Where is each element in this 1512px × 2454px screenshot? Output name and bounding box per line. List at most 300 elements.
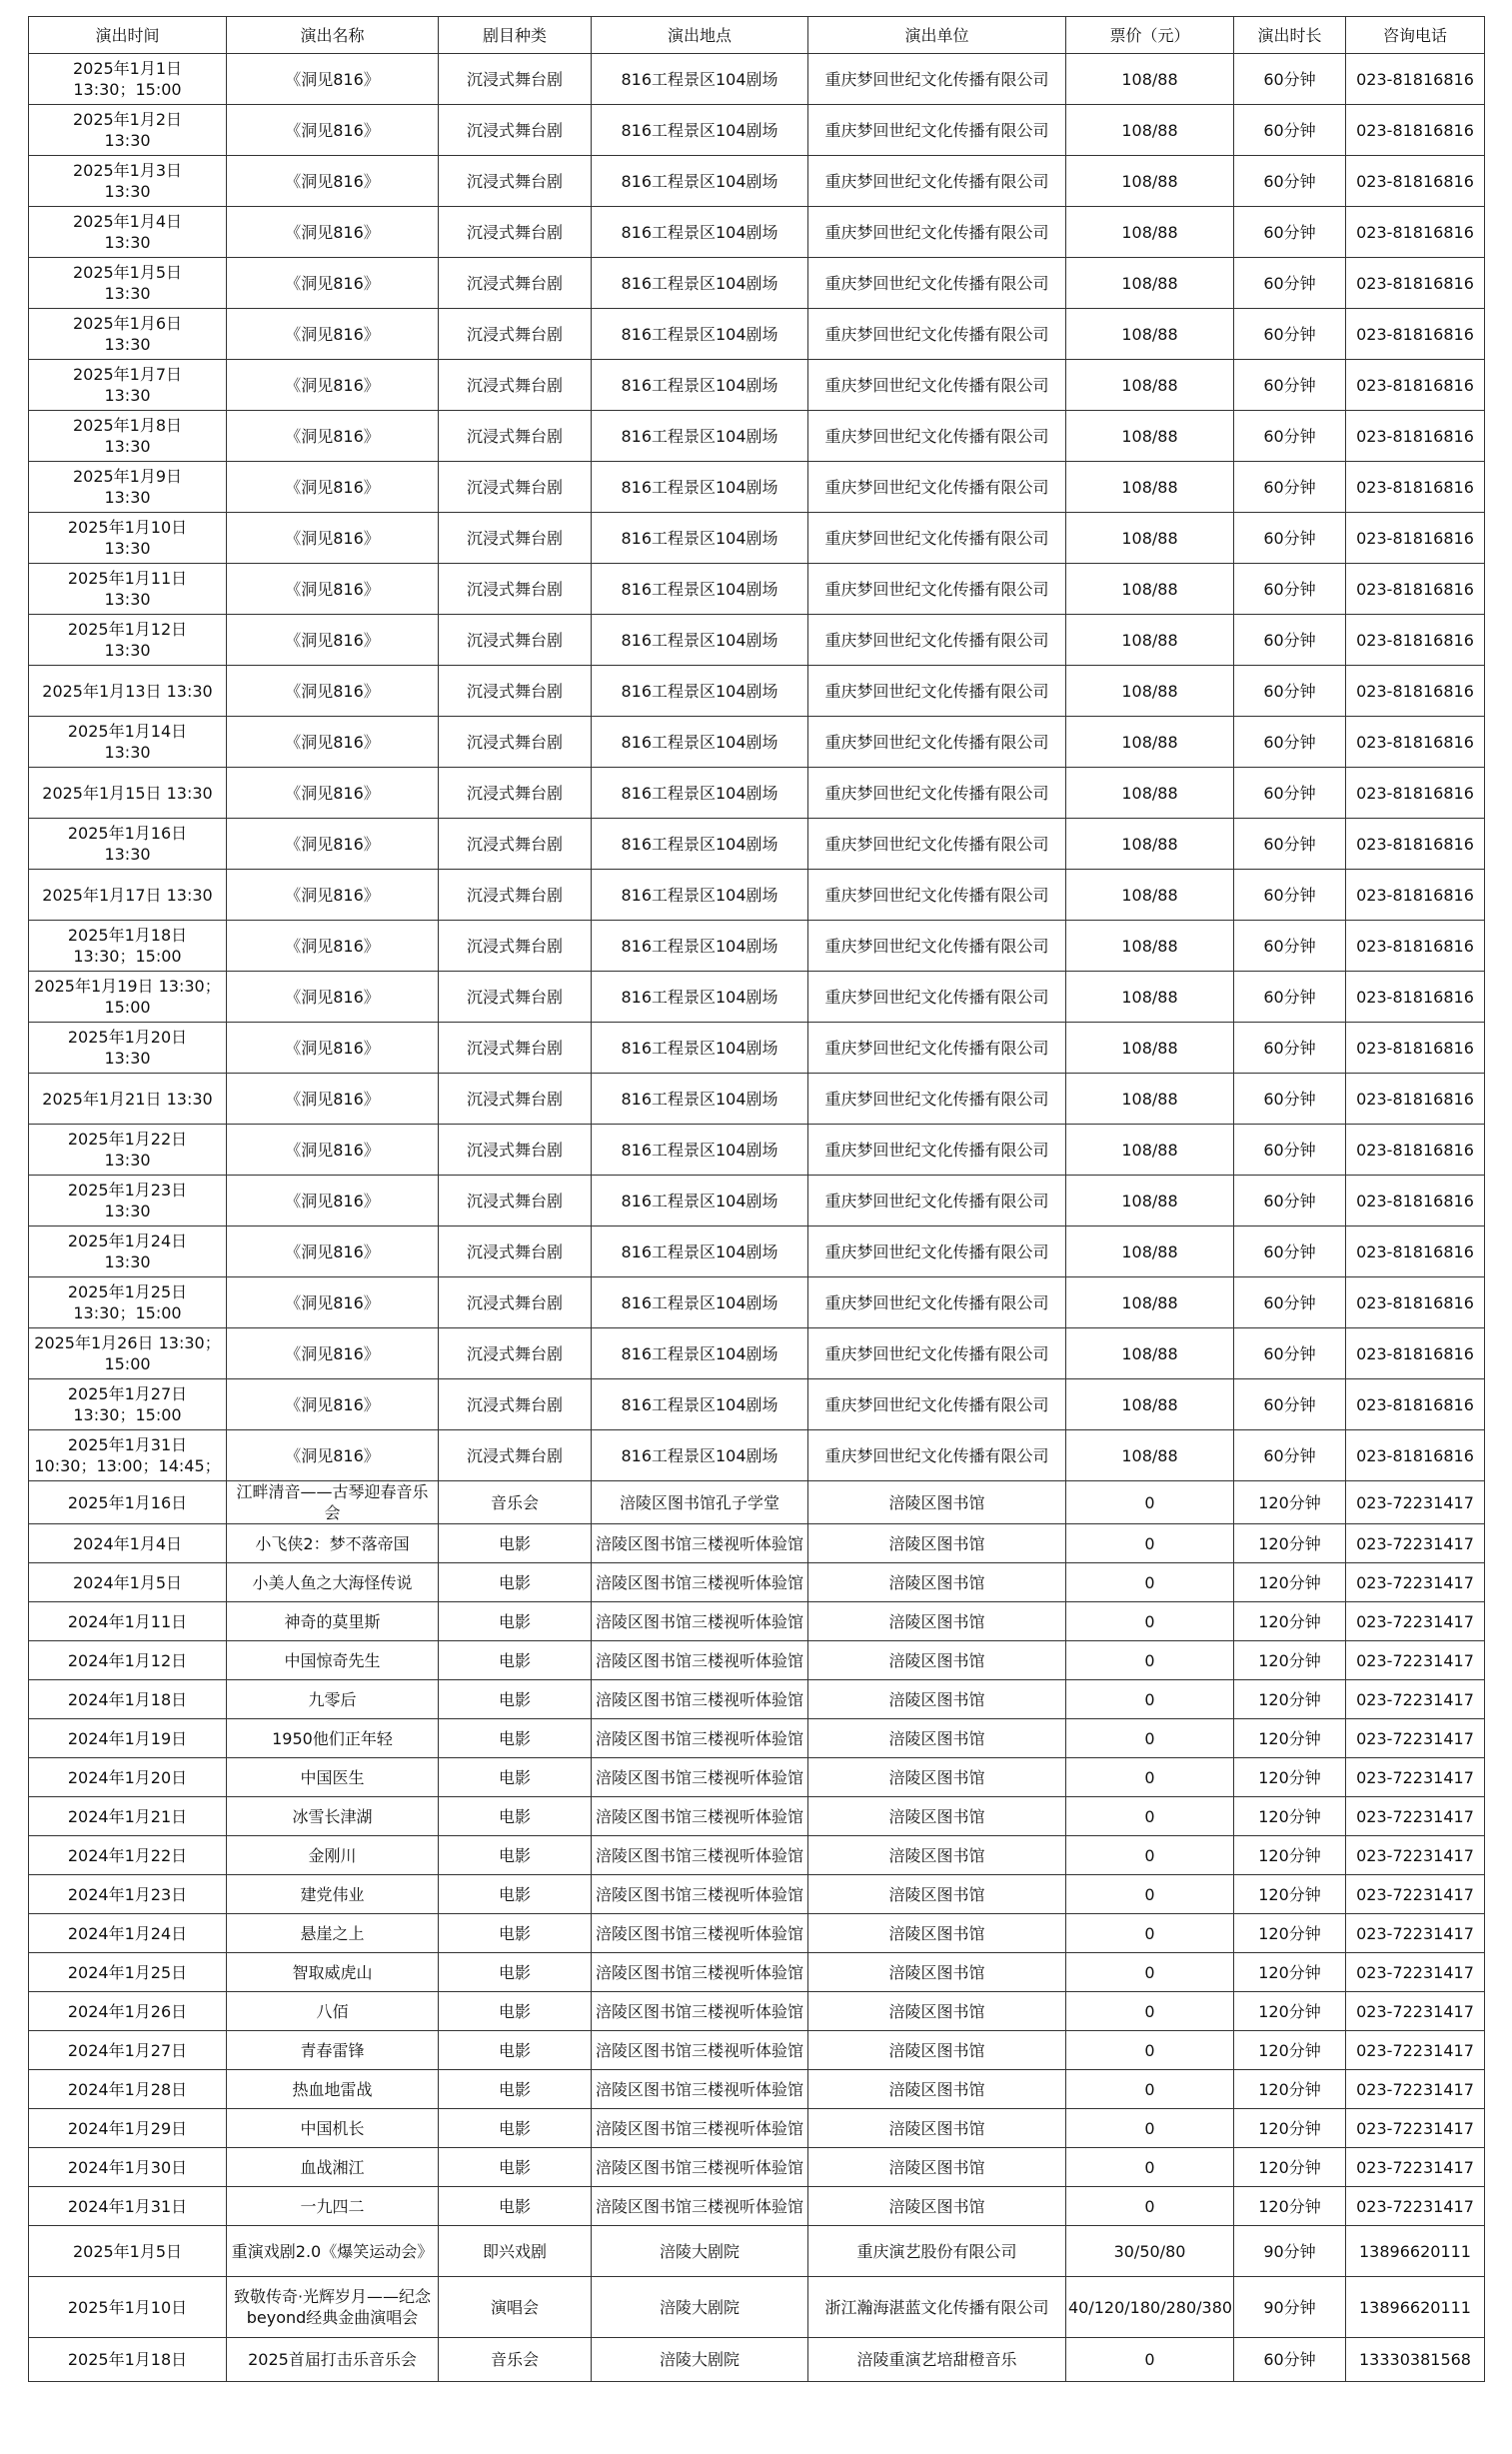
cell-time: 2024年1月21日	[29, 1797, 227, 1836]
cell-type: 沉浸式舞台剧	[439, 1328, 592, 1379]
cell-duration: 90分钟	[1234, 2277, 1346, 2338]
cell-duration: 120分钟	[1234, 2148, 1346, 2187]
cell-duration: 120分钟	[1234, 1836, 1346, 1875]
cell-price: 0	[1066, 2031, 1234, 2070]
cell-type: 沉浸式舞台剧	[439, 513, 592, 564]
cell-type: 沉浸式舞台剧	[439, 1379, 592, 1430]
cell-venue: 816工程景区104剧场	[592, 1227, 808, 1277]
cell-phone: 023-72231417	[1346, 2187, 1485, 2226]
cell-venue: 涪陵区图书馆孔子学堂	[592, 1481, 808, 1524]
cell-venue: 816工程景区104剧场	[592, 921, 808, 972]
cell-venue: 816工程景区104剧场	[592, 462, 808, 513]
cell-duration: 60分钟	[1234, 1023, 1346, 1074]
schedule-sheet	[28, 16, 1484, 2382]
header-phone: 咨询电话	[1346, 17, 1485, 54]
cell-type: 沉浸式舞台剧	[439, 411, 592, 462]
cell-price: 108/88	[1066, 309, 1234, 360]
cell-name: 《洞见816》	[227, 564, 439, 615]
cell-organizer: 重庆梦回世纪文化传播有限公司	[808, 819, 1066, 870]
cell-time: 2025年1月3日 13:30	[29, 156, 227, 207]
cell-type: 电影	[439, 1563, 592, 1602]
cell-name: 《洞见816》	[227, 819, 439, 870]
table-row	[29, 2187, 1485, 2226]
cell-price: 0	[1066, 1914, 1234, 1953]
cell-type: 电影	[439, 1836, 592, 1875]
cell-time: 2025年1月20日 13:30	[29, 1023, 227, 1074]
cell-phone: 023-72231417	[1346, 1758, 1485, 1797]
cell-price: 108/88	[1066, 1023, 1234, 1074]
cell-time: 2024年1月4日	[29, 1524, 227, 1563]
cell-time: 2025年1月15日 13:30	[29, 768, 227, 819]
cell-type: 即兴戏剧	[439, 2226, 592, 2277]
cell-phone: 023-72231417	[1346, 1524, 1485, 1563]
cell-organizer: 涪陵区图书馆	[808, 1836, 1066, 1875]
cell-duration: 60分钟	[1234, 1328, 1346, 1379]
cell-organizer: 重庆梦回世纪文化传播有限公司	[808, 54, 1066, 105]
cell-type: 沉浸式舞台剧	[439, 666, 592, 717]
cell-type: 电影	[439, 2070, 592, 2109]
cell-type: 电影	[439, 1641, 592, 1680]
cell-name: 《洞见816》	[227, 921, 439, 972]
cell-time: 2025年1月13日 13:30	[29, 666, 227, 717]
cell-phone: 023-72231417	[1346, 2070, 1485, 2109]
cell-name: 《洞见816》	[227, 1176, 439, 1227]
cell-type: 沉浸式舞台剧	[439, 1125, 592, 1176]
cell-name: 金刚川	[227, 1836, 439, 1875]
cell-type: 电影	[439, 2148, 592, 2187]
table-row	[29, 564, 1485, 615]
cell-duration: 60分钟	[1234, 564, 1346, 615]
cell-name: 1950他们正年轻	[227, 1719, 439, 1758]
cell-time: 2025年1月1日 13:30；15:00	[29, 54, 227, 105]
table-row	[29, 1914, 1485, 1953]
cell-organizer: 重庆梦回世纪文化传播有限公司	[808, 1328, 1066, 1379]
cell-type: 沉浸式舞台剧	[439, 462, 592, 513]
cell-venue: 816工程景区104剧场	[592, 411, 808, 462]
cell-organizer: 重庆梦回世纪文化传播有限公司	[808, 921, 1066, 972]
cell-type: 沉浸式舞台剧	[439, 564, 592, 615]
cell-organizer: 重庆梦回世纪文化传播有限公司	[808, 1379, 1066, 1430]
cell-organizer: 涪陵区图书馆	[808, 1797, 1066, 1836]
cell-organizer: 重庆梦回世纪文化传播有限公司	[808, 768, 1066, 819]
table-row	[29, 309, 1485, 360]
cell-venue: 涪陵区图书馆三楼视听体验馆	[592, 1836, 808, 1875]
cell-organizer: 重庆梦回世纪文化传播有限公司	[808, 156, 1066, 207]
cell-duration: 60分钟	[1234, 1176, 1346, 1227]
cell-name: 《洞见816》	[227, 972, 439, 1023]
table-row	[29, 2338, 1485, 2382]
cell-venue: 涪陵大剧院	[592, 2226, 808, 2277]
cell-time: 2025年1月5日 13:30	[29, 258, 227, 309]
table-row	[29, 1328, 1485, 1379]
cell-name: 热血地雷战	[227, 2070, 439, 2109]
cell-name: 九零后	[227, 1680, 439, 1719]
cell-time: 2025年1月5日	[29, 2226, 227, 2277]
cell-price: 108/88	[1066, 564, 1234, 615]
cell-phone: 023-81816816	[1346, 207, 1485, 258]
cell-organizer: 重庆梦回世纪文化传播有限公司	[808, 360, 1066, 411]
cell-time: 2025年1月23日 13:30	[29, 1176, 227, 1227]
cell-duration: 120分钟	[1234, 2070, 1346, 2109]
table-row	[29, 513, 1485, 564]
cell-time: 2025年1月27日 13:30；15:00	[29, 1379, 227, 1430]
cell-time: 2025年1月18日	[29, 2338, 227, 2382]
cell-time: 2025年1月21日 13:30	[29, 1074, 227, 1125]
cell-type: 电影	[439, 2187, 592, 2226]
cell-price: 0	[1066, 2109, 1234, 2148]
cell-phone: 023-81816816	[1346, 1379, 1485, 1430]
cell-price: 108/88	[1066, 921, 1234, 972]
cell-duration: 60分钟	[1234, 870, 1346, 921]
cell-venue: 816工程景区104剧场	[592, 360, 808, 411]
cell-phone: 023-81816816	[1346, 1227, 1485, 1277]
cell-organizer: 重庆梦回世纪文化传播有限公司	[808, 1125, 1066, 1176]
cell-type: 沉浸式舞台剧	[439, 768, 592, 819]
cell-venue: 816工程景区104剧场	[592, 972, 808, 1023]
cell-venue: 816工程景区104剧场	[592, 717, 808, 768]
cell-organizer: 重庆梦回世纪文化传播有限公司	[808, 105, 1066, 156]
cell-name: 《洞见816》	[227, 513, 439, 564]
cell-phone: 023-72231417	[1346, 2031, 1485, 2070]
header-organizer: 演出单位	[808, 17, 1066, 54]
cell-duration: 60分钟	[1234, 615, 1346, 666]
cell-venue: 涪陵区图书馆三楼视听体验馆	[592, 1914, 808, 1953]
cell-organizer: 涪陵区图书馆	[808, 2070, 1066, 2109]
cell-phone: 023-72231417	[1346, 1680, 1485, 1719]
cell-organizer: 涪陵区图书馆	[808, 1602, 1066, 1641]
table-row	[29, 1602, 1485, 1641]
cell-organizer: 重庆梦回世纪文化传播有限公司	[808, 309, 1066, 360]
cell-time: 2024年1月20日	[29, 1758, 227, 1797]
cell-organizer: 重庆梦回世纪文化传播有限公司	[808, 1277, 1066, 1328]
cell-type: 沉浸式舞台剧	[439, 54, 592, 105]
cell-organizer: 涪陵区图书馆	[808, 2031, 1066, 2070]
table-row	[29, 1563, 1485, 1602]
cell-duration: 60分钟	[1234, 972, 1346, 1023]
cell-name: 《洞见816》	[227, 1328, 439, 1379]
cell-duration: 60分钟	[1234, 666, 1346, 717]
cell-phone: 023-72231417	[1346, 1563, 1485, 1602]
cell-phone: 023-81816816	[1346, 666, 1485, 717]
table-row	[29, 411, 1485, 462]
cell-name: 八佰	[227, 1992, 439, 2031]
cell-price: 108/88	[1066, 462, 1234, 513]
table-row	[29, 1836, 1485, 1875]
cell-type: 沉浸式舞台剧	[439, 156, 592, 207]
cell-phone: 023-81816816	[1346, 309, 1485, 360]
cell-venue: 涪陵区图书馆三楼视听体验馆	[592, 2070, 808, 2109]
cell-duration: 120分钟	[1234, 1481, 1346, 1524]
cell-price: 0	[1066, 1797, 1234, 1836]
cell-price: 108/88	[1066, 105, 1234, 156]
cell-organizer: 重庆梦回世纪文化传播有限公司	[808, 1023, 1066, 1074]
cell-duration: 60分钟	[1234, 309, 1346, 360]
cell-name: 《洞见816》	[227, 462, 439, 513]
cell-name: 青春雷锋	[227, 2031, 439, 2070]
cell-duration: 120分钟	[1234, 2109, 1346, 2148]
cell-venue: 816工程景区104剧场	[592, 564, 808, 615]
cell-name: 智取威虎山	[227, 1953, 439, 1992]
cell-price: 0	[1066, 1524, 1234, 1563]
cell-time: 2025年1月18日 13:30；15:00	[29, 921, 227, 972]
cell-duration: 120分钟	[1234, 1563, 1346, 1602]
cell-name: 《洞见816》	[227, 54, 439, 105]
cell-organizer: 涪陵区图书馆	[808, 2109, 1066, 2148]
cell-venue: 816工程景区104剧场	[592, 309, 808, 360]
cell-name: 《洞见816》	[227, 666, 439, 717]
table-row	[29, 156, 1485, 207]
table-row	[29, 1074, 1485, 1125]
cell-organizer: 涪陵区图书馆	[808, 2187, 1066, 2226]
cell-price: 0	[1066, 1953, 1234, 1992]
cell-type: 电影	[439, 1797, 592, 1836]
cell-time: 2025年1月2日 13:30	[29, 105, 227, 156]
cell-organizer: 重庆梦回世纪文化传播有限公司	[808, 1430, 1066, 1481]
cell-venue: 816工程景区104剧场	[592, 1023, 808, 1074]
cell-price: 0	[1066, 1875, 1234, 1914]
cell-name: 《洞见816》	[227, 207, 439, 258]
cell-organizer: 涪陵区图书馆	[808, 1719, 1066, 1758]
cell-price: 108/88	[1066, 870, 1234, 921]
cell-price: 0	[1066, 2148, 1234, 2187]
cell-venue: 816工程景区104剧场	[592, 819, 808, 870]
table-row	[29, 666, 1485, 717]
cell-phone: 023-81816816	[1346, 462, 1485, 513]
cell-type: 演唱会	[439, 2277, 592, 2338]
cell-phone: 023-81816816	[1346, 513, 1485, 564]
cell-venue: 涪陵区图书馆三楼视听体验馆	[592, 2031, 808, 2070]
cell-organizer: 重庆梦回世纪文化传播有限公司	[808, 462, 1066, 513]
cell-name: 《洞见816》	[227, 768, 439, 819]
table-row	[29, 258, 1485, 309]
cell-type: 沉浸式舞台剧	[439, 870, 592, 921]
cell-type: 沉浸式舞台剧	[439, 105, 592, 156]
table-row	[29, 1992, 1485, 2031]
cell-phone: 023-72231417	[1346, 1719, 1485, 1758]
cell-name: 神奇的莫里斯	[227, 1602, 439, 1641]
cell-name: 《洞见816》	[227, 156, 439, 207]
table-row	[29, 462, 1485, 513]
cell-venue: 816工程景区104剧场	[592, 1074, 808, 1125]
cell-type: 沉浸式舞台剧	[439, 1277, 592, 1328]
cell-time: 2024年1月18日	[29, 1680, 227, 1719]
cell-time: 2024年1月22日	[29, 1836, 227, 1875]
cell-organizer: 重庆梦回世纪文化传播有限公司	[808, 207, 1066, 258]
cell-venue: 涪陵区图书馆三楼视听体验馆	[592, 2187, 808, 2226]
cell-duration: 60分钟	[1234, 1074, 1346, 1125]
cell-price: 108/88	[1066, 258, 1234, 309]
cell-venue: 816工程景区104剧场	[592, 105, 808, 156]
cell-duration: 120分钟	[1234, 1797, 1346, 1836]
table-row	[29, 2277, 1485, 2338]
cell-duration: 120分钟	[1234, 1992, 1346, 2031]
cell-time: 2025年1月10日 13:30	[29, 513, 227, 564]
cell-duration: 60分钟	[1234, 462, 1346, 513]
cell-type: 电影	[439, 1992, 592, 2031]
table-row	[29, 54, 1485, 105]
cell-time: 2025年1月31日 10:30；13:00；14:45；	[29, 1430, 227, 1481]
cell-price: 0	[1066, 1563, 1234, 1602]
cell-venue: 涪陵区图书馆三楼视听体验馆	[592, 1641, 808, 1680]
cell-phone: 023-81816816	[1346, 819, 1485, 870]
cell-organizer: 涪陵区图书馆	[808, 1875, 1066, 1914]
cell-venue: 816工程景区104剧场	[592, 1176, 808, 1227]
table-row	[29, 1719, 1485, 1758]
cell-type: 沉浸式舞台剧	[439, 921, 592, 972]
cell-type: 电影	[439, 1875, 592, 1914]
cell-name: 《洞见816》	[227, 411, 439, 462]
cell-type: 沉浸式舞台剧	[439, 819, 592, 870]
cell-venue: 816工程景区104剧场	[592, 1125, 808, 1176]
cell-duration: 120分钟	[1234, 1524, 1346, 1563]
cell-price: 108/88	[1066, 717, 1234, 768]
cell-type: 沉浸式舞台剧	[439, 360, 592, 411]
cell-organizer: 重庆梦回世纪文化传播有限公司	[808, 411, 1066, 462]
cell-duration: 60分钟	[1234, 1379, 1346, 1430]
cell-phone: 023-81816816	[1346, 1430, 1485, 1481]
table-row	[29, 1953, 1485, 1992]
cell-time: 2025年1月10日	[29, 2277, 227, 2338]
cell-price: 108/88	[1066, 1074, 1234, 1125]
cell-organizer: 涪陵区图书馆	[808, 1524, 1066, 1563]
cell-duration: 60分钟	[1234, 360, 1346, 411]
cell-type: 电影	[439, 1758, 592, 1797]
cell-time: 2025年1月6日 13:30	[29, 309, 227, 360]
cell-time: 2025年1月17日 13:30	[29, 870, 227, 921]
cell-duration: 120分钟	[1234, 2031, 1346, 2070]
cell-name: 《洞见816》	[227, 717, 439, 768]
cell-organizer: 涪陵区图书馆	[808, 1914, 1066, 1953]
cell-time: 2024年1月23日	[29, 1875, 227, 1914]
table-row	[29, 1797, 1485, 1836]
cell-time: 2025年1月22日 13:30	[29, 1125, 227, 1176]
cell-duration: 120分钟	[1234, 1758, 1346, 1797]
cell-venue: 816工程景区104剧场	[592, 768, 808, 819]
cell-phone: 023-81816816	[1346, 1023, 1485, 1074]
cell-venue: 涪陵区图书馆三楼视听体验馆	[592, 2148, 808, 2187]
cell-time: 2025年1月11日 13:30	[29, 564, 227, 615]
cell-duration: 60分钟	[1234, 1277, 1346, 1328]
cell-organizer: 重庆梦回世纪文化传播有限公司	[808, 513, 1066, 564]
cell-price: 0	[1066, 2187, 1234, 2226]
cell-name: 江畔清音——古琴迎春音乐会	[227, 1481, 439, 1524]
header-name: 演出名称	[227, 17, 439, 54]
cell-organizer: 重庆梦回世纪文化传播有限公司	[808, 972, 1066, 1023]
cell-phone: 023-72231417	[1346, 1481, 1485, 1524]
cell-price: 108/88	[1066, 1379, 1234, 1430]
cell-type: 电影	[439, 1524, 592, 1563]
cell-phone: 023-81816816	[1346, 1277, 1485, 1328]
cell-venue: 816工程景区104剧场	[592, 156, 808, 207]
cell-name: 致敬传奇·光辉岁月——纪念beyond经典金曲演唱会	[227, 2277, 439, 2338]
cell-venue: 涪陵区图书馆三楼视听体验馆	[592, 1602, 808, 1641]
table-row	[29, 360, 1485, 411]
cell-type: 沉浸式舞台剧	[439, 1023, 592, 1074]
cell-name: 《洞见816》	[227, 360, 439, 411]
table-row	[29, 1430, 1485, 1481]
cell-venue: 涪陵区图书馆三楼视听体验馆	[592, 1680, 808, 1719]
cell-type: 电影	[439, 1914, 592, 1953]
cell-venue: 816工程景区104剧场	[592, 870, 808, 921]
cell-price: 0	[1066, 1641, 1234, 1680]
cell-organizer: 重庆梦回世纪文化传播有限公司	[808, 1074, 1066, 1125]
cell-name: 《洞见816》	[227, 1023, 439, 1074]
table-row	[29, 1680, 1485, 1719]
cell-phone: 13330381568	[1346, 2338, 1485, 2382]
cell-duration: 60分钟	[1234, 411, 1346, 462]
cell-venue: 816工程景区104剧场	[592, 1379, 808, 1430]
cell-venue: 816工程景区104剧场	[592, 207, 808, 258]
cell-phone: 023-72231417	[1346, 1797, 1485, 1836]
cell-phone: 023-81816816	[1346, 615, 1485, 666]
cell-type: 沉浸式舞台剧	[439, 615, 592, 666]
cell-venue: 涪陵区图书馆三楼视听体验馆	[592, 1875, 808, 1914]
cell-type: 电影	[439, 1680, 592, 1719]
cell-organizer: 重庆梦回世纪文化传播有限公司	[808, 717, 1066, 768]
cell-organizer: 重庆梦回世纪文化传播有限公司	[808, 564, 1066, 615]
cell-type: 沉浸式舞台剧	[439, 972, 592, 1023]
cell-time: 2025年1月7日 13:30	[29, 360, 227, 411]
header-time: 演出时间	[29, 17, 227, 54]
cell-time: 2025年1月16日 13:30	[29, 819, 227, 870]
cell-phone: 023-72231417	[1346, 1992, 1485, 2031]
cell-price: 0	[1066, 1992, 1234, 2031]
cell-name: 《洞见816》	[227, 1227, 439, 1277]
cell-type: 电影	[439, 1953, 592, 1992]
cell-venue: 816工程景区104剧场	[592, 1277, 808, 1328]
cell-organizer: 涪陵区图书馆	[808, 1641, 1066, 1680]
cell-type: 音乐会	[439, 1481, 592, 1524]
cell-name: 《洞见816》	[227, 258, 439, 309]
cell-name: 重演戏剧2.0《爆笑运动会》	[227, 2226, 439, 2277]
cell-venue: 涪陵区图书馆三楼视听体验馆	[592, 1992, 808, 2031]
cell-phone: 023-72231417	[1346, 1602, 1485, 1641]
cell-duration: 120分钟	[1234, 1875, 1346, 1914]
cell-price: 108/88	[1066, 411, 1234, 462]
cell-organizer: 重庆梦回世纪文化传播有限公司	[808, 666, 1066, 717]
cell-phone: 023-72231417	[1346, 1914, 1485, 1953]
cell-name: 中国惊奇先生	[227, 1641, 439, 1680]
cell-name: 小美人鱼之大海怪传说	[227, 1563, 439, 1602]
cell-duration: 60分钟	[1234, 258, 1346, 309]
cell-type: 沉浸式舞台剧	[439, 717, 592, 768]
cell-phone: 023-81816816	[1346, 921, 1485, 972]
cell-price: 108/88	[1066, 513, 1234, 564]
cell-venue: 涪陵区图书馆三楼视听体验馆	[592, 1758, 808, 1797]
table-row	[29, 2109, 1485, 2148]
table-row	[29, 1125, 1485, 1176]
cell-venue: 涪陵区图书馆三楼视听体验馆	[592, 1953, 808, 1992]
cell-time: 2025年1月14日 13:30	[29, 717, 227, 768]
table-row	[29, 870, 1485, 921]
cell-venue: 涪陵大剧院	[592, 2277, 808, 2338]
cell-organizer: 涪陵区图书馆	[808, 1481, 1066, 1524]
table-row	[29, 819, 1485, 870]
cell-price: 0	[1066, 1719, 1234, 1758]
header-type: 剧目种类	[439, 17, 592, 54]
cell-time: 2024年1月30日	[29, 2148, 227, 2187]
cell-organizer: 涪陵重演艺培甜橙音乐	[808, 2338, 1066, 2382]
cell-time: 2025年1月26日 13:30； 15:00	[29, 1328, 227, 1379]
cell-venue: 涪陵大剧院	[592, 2338, 808, 2382]
cell-name: 2025首届打击乐音乐会	[227, 2338, 439, 2382]
cell-time: 2024年1月5日	[29, 1563, 227, 1602]
cell-duration: 60分钟	[1234, 207, 1346, 258]
cell-name: 建党伟业	[227, 1875, 439, 1914]
cell-time: 2025年1月16日	[29, 1481, 227, 1524]
table-row	[29, 717, 1485, 768]
cell-venue: 816工程景区104剧场	[592, 1328, 808, 1379]
